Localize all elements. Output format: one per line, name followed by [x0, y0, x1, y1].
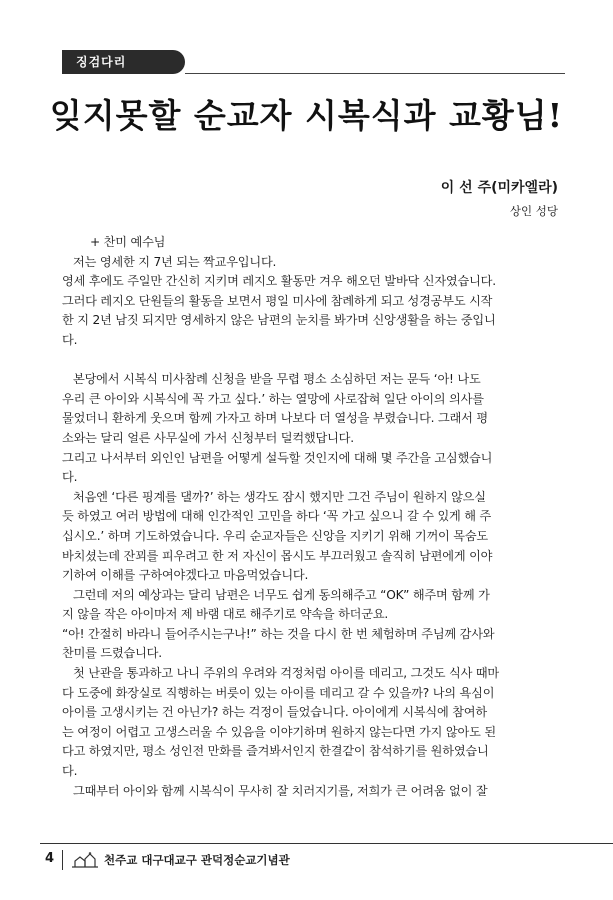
body-line: 그런데 저의 예상과는 달리 남편은 너무도 쉽게 동의해주고 “OK” 해주며 함께 가: [73, 587, 490, 602]
body-line: 다.: [62, 470, 78, 485]
body-line: 지 않을 작은 아이마저 제 바램 대로 해주기로 약속을 하더군요.: [62, 607, 389, 622]
body-line: 물었더니 환하게 웃으며 함께 가자고 하며 나보다 더 열성을 부렸습니다. 그래서 평: [62, 411, 489, 426]
body-line: 십시오.’ 하며 기도하였습니다. 우리 순교자들은 신앙을 지키기 위해 기꺼이 목숨도: [62, 528, 489, 543]
author-name: 이 선 주(미카엘라): [440, 180, 558, 196]
body-line: 우리 큰 아이와 시복식에 꼭 가고 싶다.’ 하는 열망에 사로잡혀 일단 아이의 의사를: [62, 391, 484, 406]
body-line: 바치셨는데 잔꾀를 피우려고 한 저 자신이 몹시도 부끄러웠고 솔직히 남편에게 이야: [62, 548, 493, 563]
church-logo-icon: [70, 852, 100, 868]
body-line: 소와는 달리 얼른 사무실에 가서 신청부터 덜컥했답니다.: [62, 430, 354, 445]
page-number: 4: [45, 851, 55, 866]
body-line: 다고 하였지만, 평소 성인전 만화를 즐겨봐서인지 한결같이 참석하기를 원하였습니: [62, 744, 489, 759]
body-line: + 찬미 예수님: [90, 235, 166, 249]
body-line: “아! 간절히 바라니 들어주시는구나!” 하는 것을 다시 한 번 체험하며 주님께 감사와: [62, 626, 495, 641]
body-line: 기하여 이해를 구하여야겠다고 마음먹었습니다.: [62, 568, 309, 583]
article-body: [62, 233, 557, 801]
body-line: 영세 후에도 주일만 간신히 지키며 레지오 활동만 겨우 해오던 발바닥 신자였습니다.: [62, 274, 496, 289]
body-line: 다.: [62, 764, 78, 779]
body-line: 그때부터 아이와 함께 시복식이 무사히 잘 치러지기를, 저희가 큰 어려움 없이 잘: [73, 783, 488, 798]
author-affiliation: 상인 성당: [509, 204, 558, 218]
footer-organization: 천주교 대구대교구 관덕정순교기념관: [104, 853, 290, 867]
body-line: 저는 영세한 지 7년 되는 짝교우입니다.: [73, 254, 277, 269]
body-line: 본당에서 시복식 미사참례 신청을 받을 무렵 평소 소심하던 저는 문득 ‘아! 나도: [73, 372, 481, 387]
body-line: 한 지 2년 남짓 되지만 영세하지 않은 남편의 눈치를 봐가며 신앙생활을 하는 중입니: [62, 313, 496, 328]
body-line: 찬미를 드렸습니다.: [62, 646, 162, 661]
body-line: 듯 하였고 여러 방법에 대해 인간적인 고민을 하다 ‘꼭 가고 싶으니 갈 수 있게 해 주: [62, 509, 492, 524]
section-tag: 징검다리: [62, 50, 185, 74]
paragraph-gap: [62, 351, 557, 371]
footer-rule: [40, 843, 613, 844]
header-rule: [185, 73, 565, 74]
body-line: 아이를 고생시키는 건 아닌가? 하는 걱정이 들었습니다. 아이에게 시복식에 참여하: [62, 705, 487, 720]
body-line: 다 도중에 화장실로 직행하는 버릇이 있는 아이를 데리고 갈 수 있을까? 나의 욕심이: [62, 685, 495, 700]
footer-divider: [62, 850, 63, 870]
article-title: 잊지못할 순교자 시복식과 교황님!: [49, 96, 564, 135]
body-line: 첫 난관을 통과하고 나니 주위의 우려와 걱정처럼 아이를 데리고, 그것도 식사 때마: [73, 666, 500, 681]
body-line: 는 여정이 어렵고 고생스러울 수 있음을 이야기하며 원하지 않는다면 가지 않아도 된: [62, 724, 496, 739]
body-line: 다.: [62, 332, 78, 347]
body-line: 처음엔 ‘다른 핑계를 댈까?’ 하는 생각도 잠시 했지만 그건 주님이 원하지 않으실: [73, 489, 486, 504]
body-line: 그러다 레지오 단원들의 활동을 보면서 평일 미사에 참례하게 되고 성경공부도 시작: [62, 293, 493, 308]
body-line: 그리고 나서부터 외인인 남편을 어떻게 설득할 것인지에 대해 몇 주간을 고심했습니: [62, 450, 493, 465]
